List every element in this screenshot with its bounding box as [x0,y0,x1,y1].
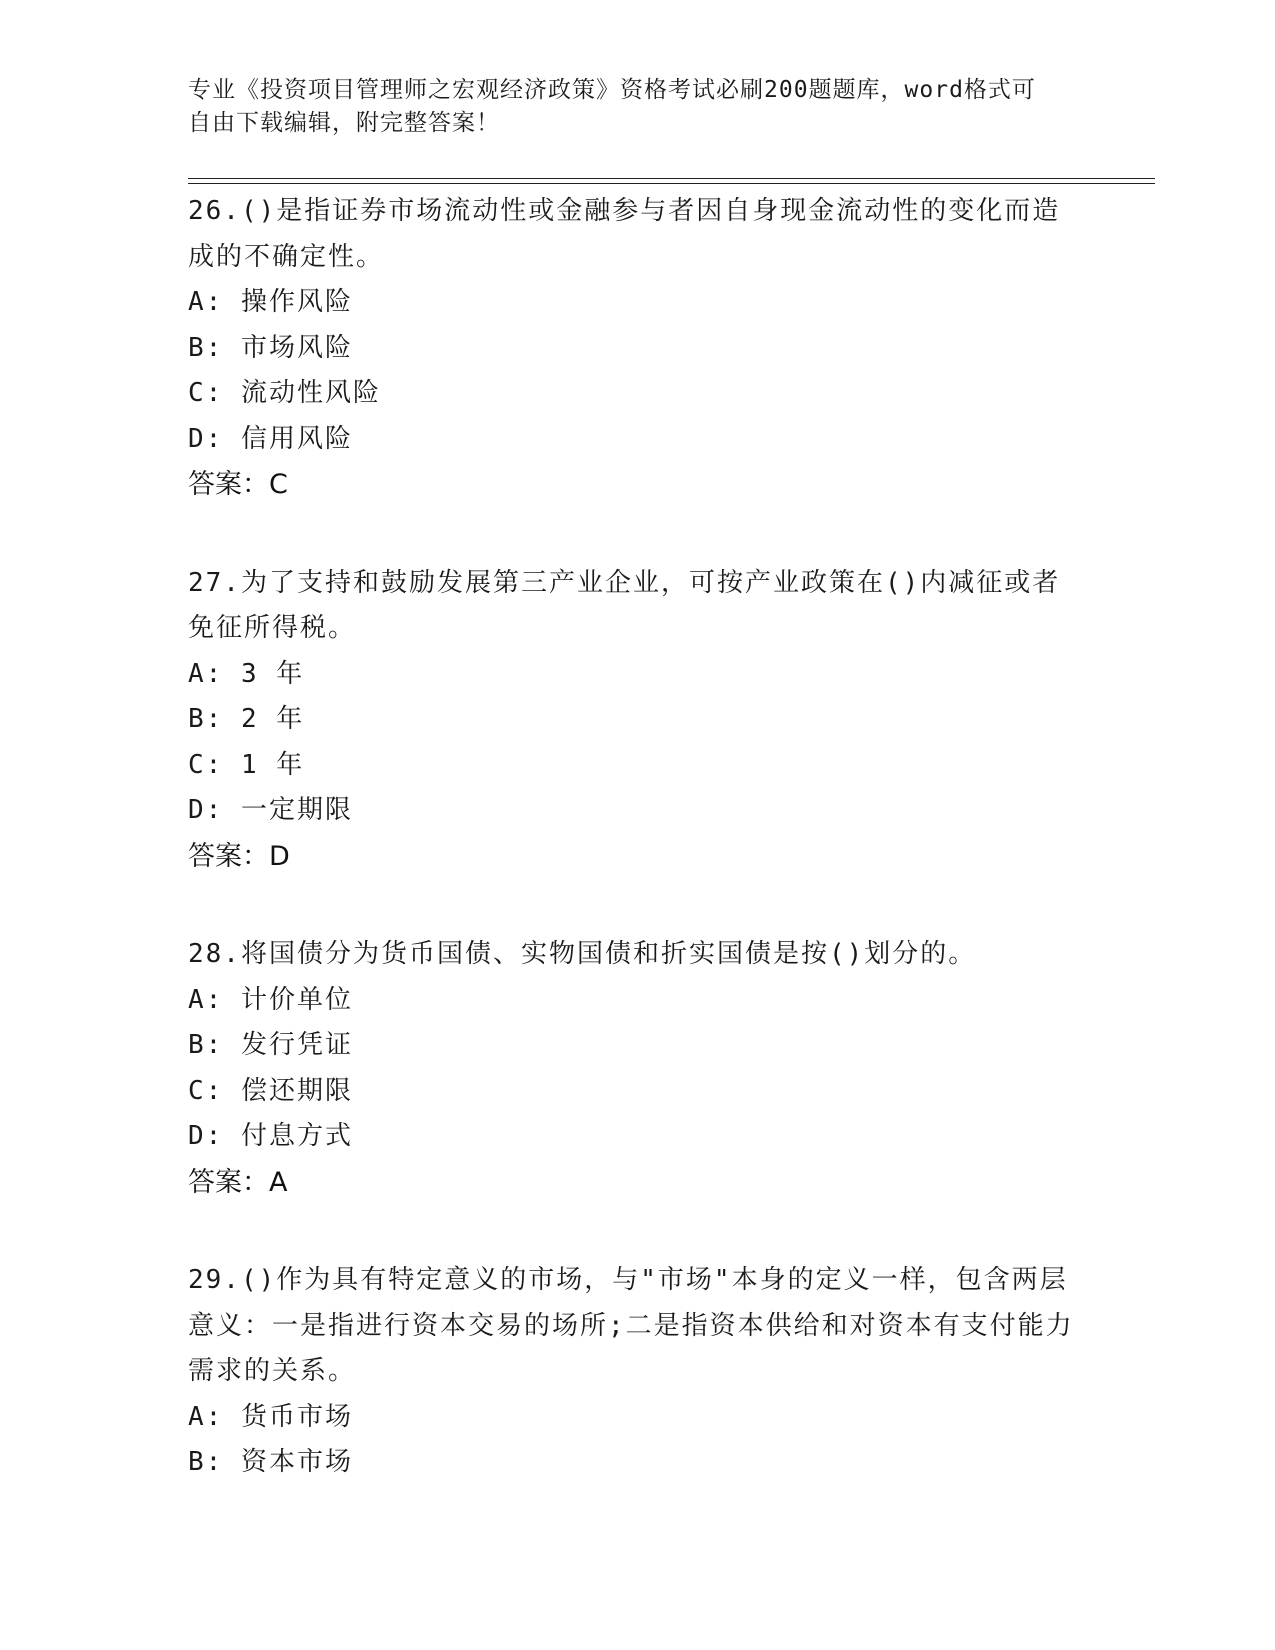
option-a: A: 操作风险 [188,287,353,317]
question-26 [188,189,1088,508]
option-b: B: 资本市场 [188,1447,353,1477]
question-27 [188,561,1088,880]
question-text: 29.()作为具有特定意义的市场，与"市场"本身的定义一样，包含两层意义：一是指进行资本交易的场所;二是指资本供给和对资本有支付能力需求的关系。 [188,1265,1074,1386]
question-text: 26.()是指证券市场流动性或金融参与者因自身现金流动性的变化而造成的不确定性。 [188,196,1061,272]
question-29 [188,1258,1088,1486]
option-c: C: 1 年 [188,749,305,780]
option-d: D: 一定期限 [188,795,353,825]
answer-line: 答案：A [188,1166,288,1198]
option-b: B: 市场风险 [188,332,353,363]
question-text: 28.将国债分为货币国债、实物国债和折实国债是按()划分的。 [188,939,977,969]
header-title-line-1: 专业《投资项目管理师之宏观经济政策》资格考试必刷200题题库，word格式可 [188,77,1036,103]
option-c: C: 偿还期限 [188,1075,353,1106]
answer-line: 答案：D [188,840,290,872]
document-header [188,74,1088,140]
option-a: A: 货币市场 [188,1401,353,1432]
question-28 [188,932,1088,1205]
option-b: B: 发行凭证 [188,1030,353,1060]
answer-line: 答案：C [188,469,288,500]
option-c: C: 流动性风险 [188,378,381,408]
question-text: 27.为了支持和鼓励发展第三产业企业，可按产业政策在()内减征或者免征所得税。 [188,567,1061,643]
option-a: A: 3 年 [188,658,305,689]
header-title-line-2: 自由下载编辑，附完整答案！ [188,110,500,136]
option-b: B: 2 年 [188,704,305,734]
option-a: A: 计价单位 [188,984,353,1015]
header-divider-top [188,178,1155,179]
option-d: D: 付息方式 [188,1121,353,1151]
option-d: D: 信用风险 [188,423,353,454]
header-divider-bottom [188,183,1155,184]
question-list [188,189,1088,1539]
